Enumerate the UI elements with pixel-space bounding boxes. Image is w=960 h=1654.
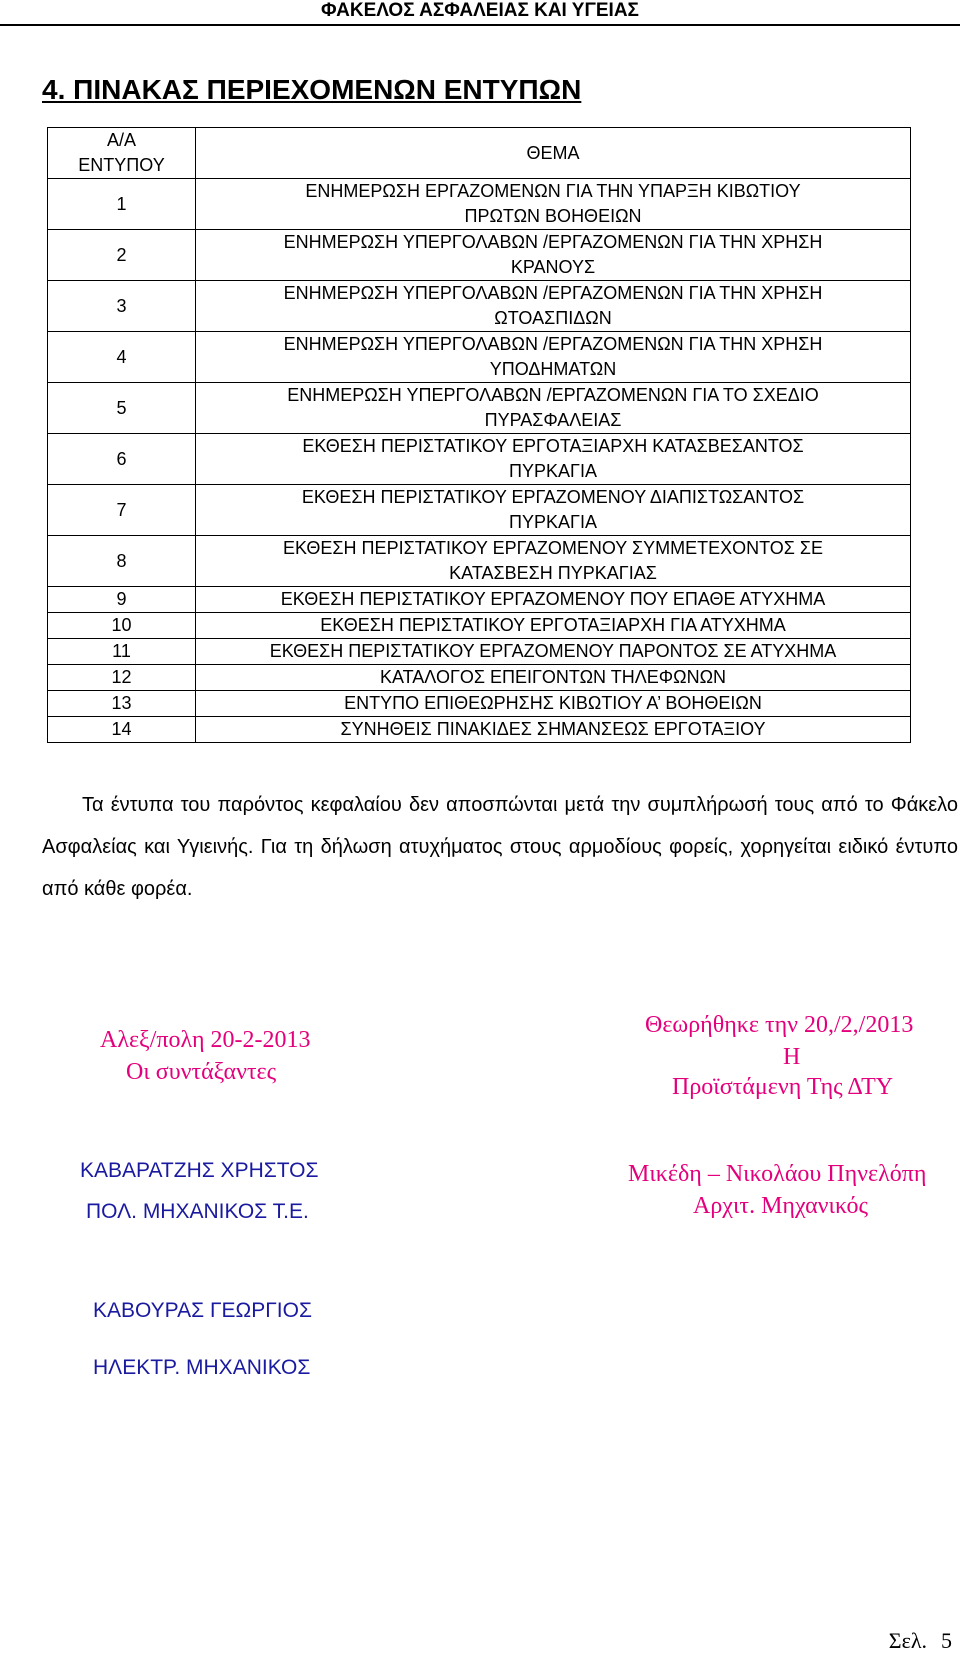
row-number: 3	[48, 281, 196, 332]
table-row	[48, 179, 911, 230]
row-subject: ΕΚΘΕΣΗ ΠΕΡΙΣΤΑΤΙΚΟΥ ΕΡΓΟΤΑΞΙΑΡΧΗ ΚΑΤΑΣΒΕΣΑΝΤΟΣ ΠΥΡΚΑΓΙΑ	[196, 434, 911, 485]
body-paragraph	[42, 784, 958, 910]
row-number: 10	[48, 613, 196, 639]
forms-table	[47, 127, 911, 743]
row-subject: ΕΝΗΜΕΡΩΣΗ ΥΠΕΡΓΟΛΑΒΩΝ /ΕΡΓΑΖΟΜΕΝΩΝ ΓΙΑ ΤΗΝ ΧΡΗΣΗ ΩΤΟΑΣΠΙΔΩΝ	[196, 281, 911, 332]
table-row	[48, 717, 911, 743]
table-row	[48, 639, 911, 665]
row-number: 14	[48, 717, 196, 743]
table-row	[48, 230, 911, 281]
approval-article: Η	[783, 1044, 801, 1070]
table-row	[48, 485, 911, 536]
row-number: 1	[48, 179, 196, 230]
table-row	[48, 332, 911, 383]
page-label: Σελ.	[888, 1628, 927, 1653]
author-title: ΗΛΕΚΤΡ. ΜΗΧΑΝΙΚΟΣ	[93, 1356, 311, 1379]
row-subject: ΕΚΘΕΣΗ ΠΕΡΙΣΤΑΤΙΚΟΥ ΕΡΓΑΖΟΜΕΝΟΥ ΠΟΥ ΕΠΑΘΕ ΑΤΥΧΗΜΑ	[196, 587, 911, 613]
row-number: 2	[48, 230, 196, 281]
row-subject: ΕΝΗΜΕΡΩΣΗ ΥΠΕΡΓΟΛΑΒΩΝ /ΕΡΓΑΖΟΜΕΝΩΝ ΓΙΑ ΤΗΝ ΧΡΗΣΗ ΚΡΑΝΟΥΣ	[196, 230, 911, 281]
header-cell-number: Α/Α ΕΝΤΥΠΟΥ	[48, 128, 196, 179]
table-row	[48, 434, 911, 485]
row-number: 5	[48, 383, 196, 434]
author-name: ΚΑΒΑΡΑΤΖΗΣ ΧΡΗΣΤΟΣ	[80, 1159, 319, 1182]
row-subject: ΕΚΘΕΣΗ ΠΕΡΙΣΤΑΤΙΚΟΥ ΕΡΓΟΤΑΞΙΑΡΧΗ ΓΙΑ ΑΤΥΧΗΜΑ	[196, 613, 911, 639]
row-number: 4	[48, 332, 196, 383]
row-number: 8	[48, 536, 196, 587]
approver-name: Μικέδη – Νικολάου Πηνελόπη	[628, 1161, 927, 1187]
page-value: 5	[941, 1628, 952, 1653]
page-number	[889, 1628, 952, 1654]
row-subject: ΕΚΘΕΣΗ ΠΕΡΙΣΤΑΤΙΚΟΥ ΕΡΓΑΖΟΜΕΝΟΥ ΣΥΜΜΕΤΕΧΟΝΤΟΣ ΣΕ ΚΑΤΑΣΒΕΣΗ ΠΥΡΚΑΓΙΑΣ	[196, 536, 911, 587]
approver-title: Αρχιτ. Μηχανικός	[693, 1193, 869, 1219]
row-subject: ΕΝΗΜΕΡΩΣΗ ΕΡΓΑΖΟΜΕΝΩΝ ΓΙΑ ΤΗΝ ΥΠΑΡΞΗ ΚΙΒΩΤΙΟΥ ΠΡΩΤΩΝ ΒΟΗΘΕΙΩΝ	[196, 179, 911, 230]
table-row	[48, 536, 911, 587]
row-number: 6	[48, 434, 196, 485]
row-number: 13	[48, 691, 196, 717]
header-divider	[0, 24, 960, 26]
row-number: 12	[48, 665, 196, 691]
author-title: ΠΟΛ. ΜΗΧΑΝΙΚΟΣ Τ.Ε.	[86, 1200, 309, 1223]
table-header-row	[48, 128, 911, 179]
row-subject: ΕΝΗΜΕΡΩΣΗ ΥΠΕΡΓΟΛΑΒΩΝ /ΕΡΓΑΖΟΜΕΝΩΝ ΓΙΑ ΤΟ ΣΧΕΔΙΟ ΠΥΡΑΣΦΑΛΕΙΑΣ	[196, 383, 911, 434]
table-row	[48, 281, 911, 332]
row-number: 7	[48, 485, 196, 536]
paragraph-text: Τα έντυπα του παρόντος κεφαλαίου δεν αποσπώνται μετά την συμπλήρωσή τους από το Φάκελο Ασφαλείας και Υγιεινής. Για τη δήλωση ατυχήματος στους αρμοδίους φορείς, χορηγείται ειδικό έντυπο από κάθε φορέα.	[42, 794, 958, 900]
author-name: ΚΑΒΟΥΡΑΣ ΓΕΩΡΓΙΟΣ	[93, 1299, 312, 1322]
approval-date-line: Θεωρήθηκε την 20,/2,/2013	[645, 1012, 914, 1038]
row-subject: ΕΚΘΕΣΗ ΠΕΡΙΣΤΑΤΙΚΟΥ ΕΡΓΑΖΟΜΕΝΟΥ ΠΑΡΟΝΤΟΣ ΣΕ ΑΤΥΧΗΜΑ	[196, 639, 911, 665]
page-header-title: ΦΑΚΕΛΟΣ ΑΣΦΑΛΕΙΑΣ ΚΑΙ ΥΓΕΙΑΣ	[321, 0, 639, 21]
row-subject: ΚΑΤΑΛΟΓΟΣ ΕΠΕΙΓΟΝΤΩΝ ΤΗΛΕΦΩΝΩΝ	[196, 665, 911, 691]
row-subject: ΕΝΗΜΕΡΩΣΗ ΥΠΕΡΓΟΛΑΒΩΝ /ΕΡΓΑΖΟΜΕΝΩΝ ΓΙΑ ΤΗΝ ΧΡΗΣΗ ΥΠΟΔΗΜΑΤΩΝ	[196, 332, 911, 383]
header-cell-subject: ΘΕΜΑ	[196, 128, 911, 179]
row-number: 9	[48, 587, 196, 613]
row-number: 11	[48, 639, 196, 665]
table-row	[48, 665, 911, 691]
table-row	[48, 613, 911, 639]
section-title: 4. ΠΙΝΑΚΑΣ ΠΕΡΙΕΧΟΜΕΝΩΝ ΕΝΤΥΠΩΝ	[42, 74, 582, 105]
table-row	[48, 691, 911, 717]
table-row	[48, 587, 911, 613]
row-subject: ΕΚΘΕΣΗ ΠΕΡΙΣΤΑΤΙΚΟΥ ΕΡΓΑΖΟΜΕΝΟΥ ΔΙΑΠΙΣΤΩΣΑΝΤΟΣ ΠΥΡΚΑΓΙΑ	[196, 485, 911, 536]
row-subject: ΕΝΤΥΠΟ ΕΠΙΘΕΩΡΗΣΗΣ ΚΙΒΩΤΙΟΥ Α’ ΒΟΗΘΕΙΩΝ	[196, 691, 911, 717]
row-subject: ΣΥΝΗΘΕΙΣ ΠΙΝΑΚΙΔΕΣ ΣΗΜΑΝΣΕΩΣ ΕΡΓΟΤΑΞΙΟΥ	[196, 717, 911, 743]
approval-role: Προϊστάμενη Της ΔΤΥ	[672, 1074, 894, 1100]
signature-authors-label: Οι συντάξαντες	[126, 1059, 277, 1085]
table-row	[48, 383, 911, 434]
signature-date-line: Αλεξ/πολη 20-2-2013	[100, 1027, 311, 1053]
